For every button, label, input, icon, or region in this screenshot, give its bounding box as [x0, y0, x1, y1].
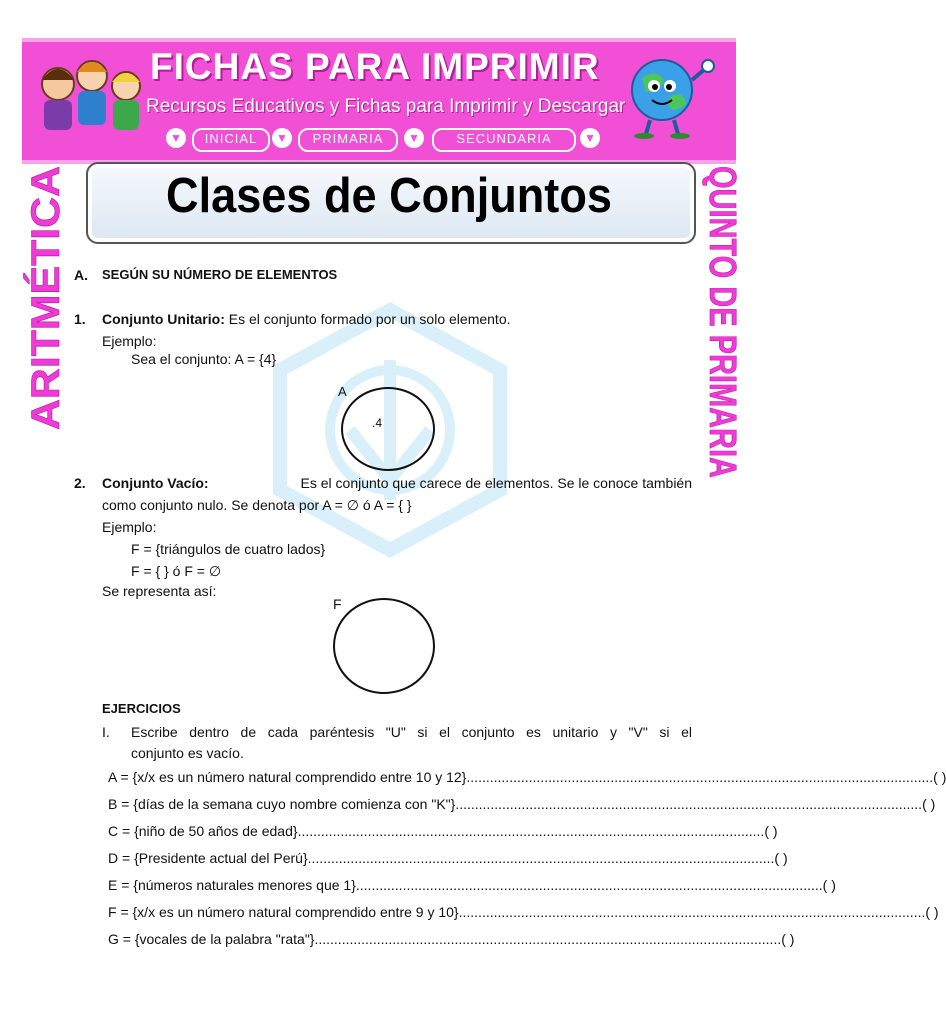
set-diagram-element: .4	[372, 416, 383, 430]
exercise-text: C = {niño de 50 años de edad}........................................................................................................................	[108, 823, 765, 839]
exercise-text: E = {números naturales menores que 1}........................................................................................................................	[108, 877, 823, 893]
exercise-statement: D = {Presidente actual del Perú}	[108, 850, 308, 866]
section-marker: A.	[74, 267, 88, 283]
item2-definition-2: como conjunto nulo. Se denota por A = ∅ ó A = { }	[102, 497, 412, 513]
exercises-heading: EJERCICIOS	[102, 701, 181, 716]
item2-represent: Se representa así:	[102, 583, 217, 599]
section-heading: SEGÚN SU NÚMERO DE ELEMENTOS	[102, 267, 338, 282]
answer-blank[interactable]: ( )	[822, 877, 836, 893]
exercise-text: A = {x/x es un número natural comprendido entre 10 y 12}........................................................................................................................	[108, 769, 934, 785]
nav-arrow-icon: ▼	[580, 128, 600, 148]
side-title-left	[22, 163, 70, 433]
exercise-item	[108, 877, 836, 893]
exercise-statement: G = {vocales de la palabra "rata"}	[108, 931, 315, 947]
answer-blank[interactable]: ( )	[922, 796, 936, 812]
nav-primaria[interactable]: PRIMARIA	[298, 128, 398, 152]
item1-term: Conjunto Unitario:	[102, 311, 225, 327]
item1-definition: Es el conjunto formado por un solo elemento.	[228, 311, 511, 327]
set-diagram-unitary	[336, 386, 440, 472]
exercise-statement: F = {x/x es un número natural comprendido entre 9 y 10}	[108, 904, 459, 920]
answer-blank[interactable]: ( )	[774, 850, 788, 866]
item2-definition-1: Es el conjunto que carece de elementos. Se le conoce también	[300, 475, 692, 491]
answer-blank[interactable]: ( )	[933, 769, 946, 785]
item1-line	[102, 309, 511, 329]
site-subtitle: Recursos Educativos y Fichas para Imprimir y Descargar	[146, 96, 626, 117]
exercise-item	[108, 931, 795, 947]
exercise-item	[108, 769, 946, 785]
exercise-item	[108, 823, 778, 839]
item2-term: Conjunto Vacío:	[102, 475, 209, 491]
nav-arrow-icon: ▼	[272, 128, 292, 148]
exercise-text: B = {días de la semana cuyo nombre comienza con "K"}........................................................................................................................	[108, 796, 923, 812]
answer-blank[interactable]: ( )	[764, 823, 778, 839]
item-number: 1.	[74, 311, 86, 327]
answer-blank[interactable]: ( )	[925, 904, 939, 920]
nav-arrow-icon: ▼	[166, 128, 186, 148]
set-diagram-label: A	[338, 384, 347, 399]
item2-example-2: F = { } ó F = ∅	[131, 563, 222, 579]
example-label: Ejemplo:	[102, 333, 157, 349]
nav-secundaria[interactable]: SECUNDARIA	[432, 128, 576, 152]
item2-example-1: F = {triángulos de cuatro lados}	[131, 541, 326, 557]
site-title: FICHAS PARA IMPRIMIR	[150, 46, 600, 87]
exercise-item	[108, 796, 936, 812]
exercise-statement: A = {x/x es un número natural comprendido entre 10 y 12}	[108, 769, 467, 785]
exercise-text: F = {x/x es un número natural comprendido entre 9 y 10}........................................................................................................................	[108, 904, 926, 920]
exercise-instruction-2: conjunto es vacío.	[131, 745, 244, 761]
globe-mascot-icon	[612, 50, 722, 140]
item-number: 2.	[74, 475, 86, 491]
page-title: Clases de Conjuntos	[166, 169, 612, 223]
side-title-left-text: ARITMÉTICA	[24, 183, 68, 430]
kids-illustration	[30, 50, 142, 140]
answer-blank[interactable]: ( )	[781, 931, 795, 947]
side-title-right-text: QUINTO DE PRIMARIA	[701, 166, 743, 575]
exercise-numeral: I.	[102, 724, 110, 740]
exercise-text: D = {Presidente actual del Perú}........................................................................................................................	[108, 850, 775, 866]
nav-arrow-icon: ▼	[404, 128, 424, 148]
exercise-item	[108, 850, 788, 866]
exercise-instruction-1: Escribe dentro de cada paréntesis "U" si el conjunto es unitario y "V" si el	[131, 724, 692, 740]
nav-inicial[interactable]: INICIAL	[192, 128, 270, 152]
set-diagram-empty	[330, 597, 438, 697]
set-diagram-label: F	[333, 596, 342, 612]
exercise-statement: B = {días de la semana cuyo nombre comienza con "K"}	[108, 796, 456, 812]
item1-example: Sea el conjunto: A = {4}	[131, 351, 277, 367]
exercise-item	[108, 904, 939, 920]
exercise-statement: C = {niño de 50 años de edad}	[108, 823, 298, 839]
exercise-text: G = {vocales de la palabra "rata"}........................................................................................................................	[108, 931, 782, 947]
example-label: Ejemplo:	[102, 519, 157, 535]
item2-line1	[102, 473, 692, 493]
exercise-statement: E = {números naturales menores que 1}	[108, 877, 356, 893]
side-title-right	[700, 163, 744, 575]
